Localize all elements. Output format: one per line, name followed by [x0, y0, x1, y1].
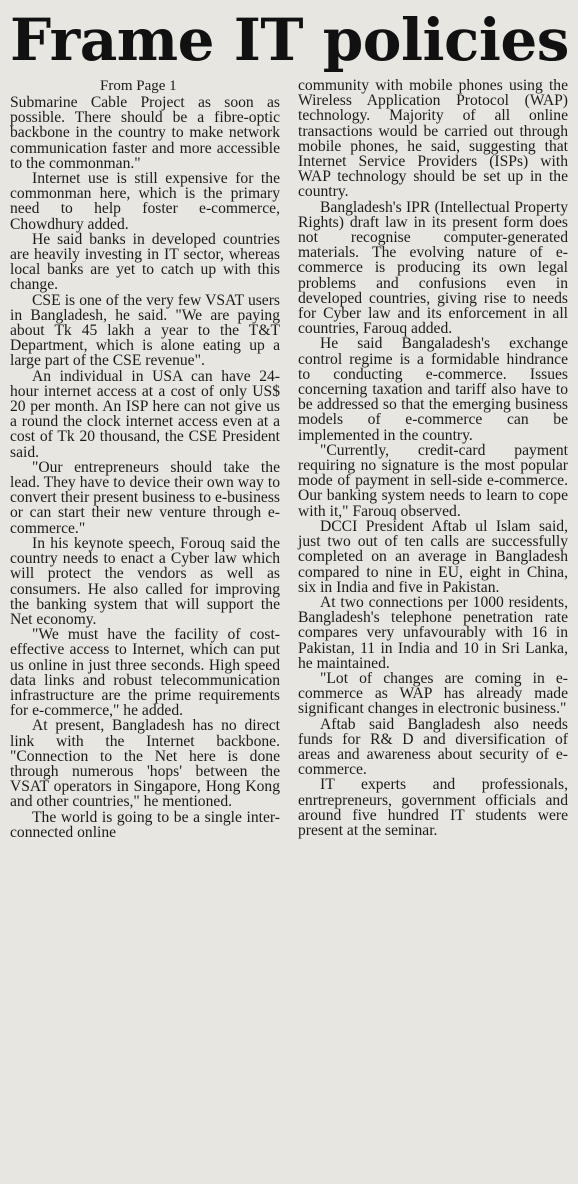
paragraph: He said Bangaladesh's exchange control regime is a formidable hindrance to conducting e-commerce. Issues concerning taxation and tariff also have to be addressed so that the emerging business models of e-commerce can be implemented in the country.	[298, 335, 568, 444]
paragraph: An individual in USA can have 24-hour internet access at a cost of only US$ 20 per month. An ISP here can not give us a round the clock internet access even at a cost of Tk 20 thousand, the CSE President said.	[10, 367, 280, 461]
paragraph: "Currently, credit-card payment requiring no signature is the most popular mode of payment in sell-side e-commerce. Our banking system needs to learn to cope with it," Farouq observed.	[298, 441, 568, 520]
paragraph: Bangladesh's IPR (Intellectual Property Rights) draft law in its present form does not recognise computer-generated materials. The evolving nature of e-commerce is producing its own legal problems and confusions even in developed countries, giving rise to needs for Cyber law and its enforcement in all countries, Farouq added.	[298, 198, 568, 338]
paragraph: The world is going to be a single inter-connected online	[10, 808, 280, 841]
paragraph: At present, Bangladesh has no direct link with the Internet backbone. "Connection to the Net here is done through numerous 'hops' between the VSAT operators in Singapore, Hong Kong and other countries," he mentioned.	[10, 717, 280, 811]
paragraph: In his keynote speech, Forouq said the country needs to enact a Cyber law which will protect the vendors as well as consumers. He also called for improving the banking system that will support the Net economy.	[10, 534, 280, 628]
paragraph: "Lot of changes are coming in e-commerce as WAP has already made significant changes in electronic business."	[298, 669, 568, 718]
continued-from-label: From Page 1	[100, 78, 177, 94]
paragraph: DCCI President Aftab ul Islam said, just two out of ten calls are successfully completed on an average in Bangladesh compared to nine in EU, eight in China, six in India and five in Pakistan.	[298, 517, 568, 596]
paragraph: Internet use is still expensive for the commonman here, which is the primary need to help foster e-commerce, Chowdhury added.	[10, 170, 280, 233]
paragraph: community with mobile phones using the Wireless Application Protocol (WAP) technology. Majority of all online transactions would be carried out through mobile phones, he said, suggesting that Internet Service Providers (ISPs) with WAP technology should be set up in the country.	[298, 77, 568, 201]
paragraph: CSE is one of the very few VSAT users in Bangladesh, he said. "We are paying about Tk 45 lakh a year to the T&T Department, which is alone eating up a large part of the CSE revenue".	[10, 291, 280, 370]
column-right	[298, 78, 568, 840]
paragraph: "Our entrepreneurs should take the lead. They have to device their own way to convert their present business to e-business or can start their new venture through e-commerce."	[10, 458, 280, 537]
paragraph: "We must have the facility of cost-effective access to Internet, which can put us online in just three seconds. High speed data links and robust telecommunication infrastructure are the prime requirements for e-commerce," he added.	[10, 626, 280, 720]
paragraph: He said banks in developed countries are heavily investing in IT sector, whereas local banks are yet to catch up with this change.	[10, 230, 280, 294]
paragraph: At two connections per 1000 residents, Bangladesh's telephone penetration rate compares very unfavourably with 16 in Pakistan, 11 in India and 10 in Sri Lanka, he maintained.	[298, 593, 568, 672]
article-body	[10, 78, 568, 840]
paragraph: IT experts and professionals, enrtrepreneurs, government officials and around five hundred IT students were present at the seminar.	[298, 776, 568, 839]
paragraph: Submarine Cable Project as soon as possible. There should be a fibre-optic backbone in the country to make network communication faster and more accessible to the commonman."	[10, 94, 280, 172]
column-left	[10, 78, 280, 840]
paragraph: Aftab said Bangladesh also needs funds for R& D and diversification of areas and awareness about security of e-commerce.	[298, 715, 568, 779]
headline: Frame IT policies	[10, 6, 569, 74]
